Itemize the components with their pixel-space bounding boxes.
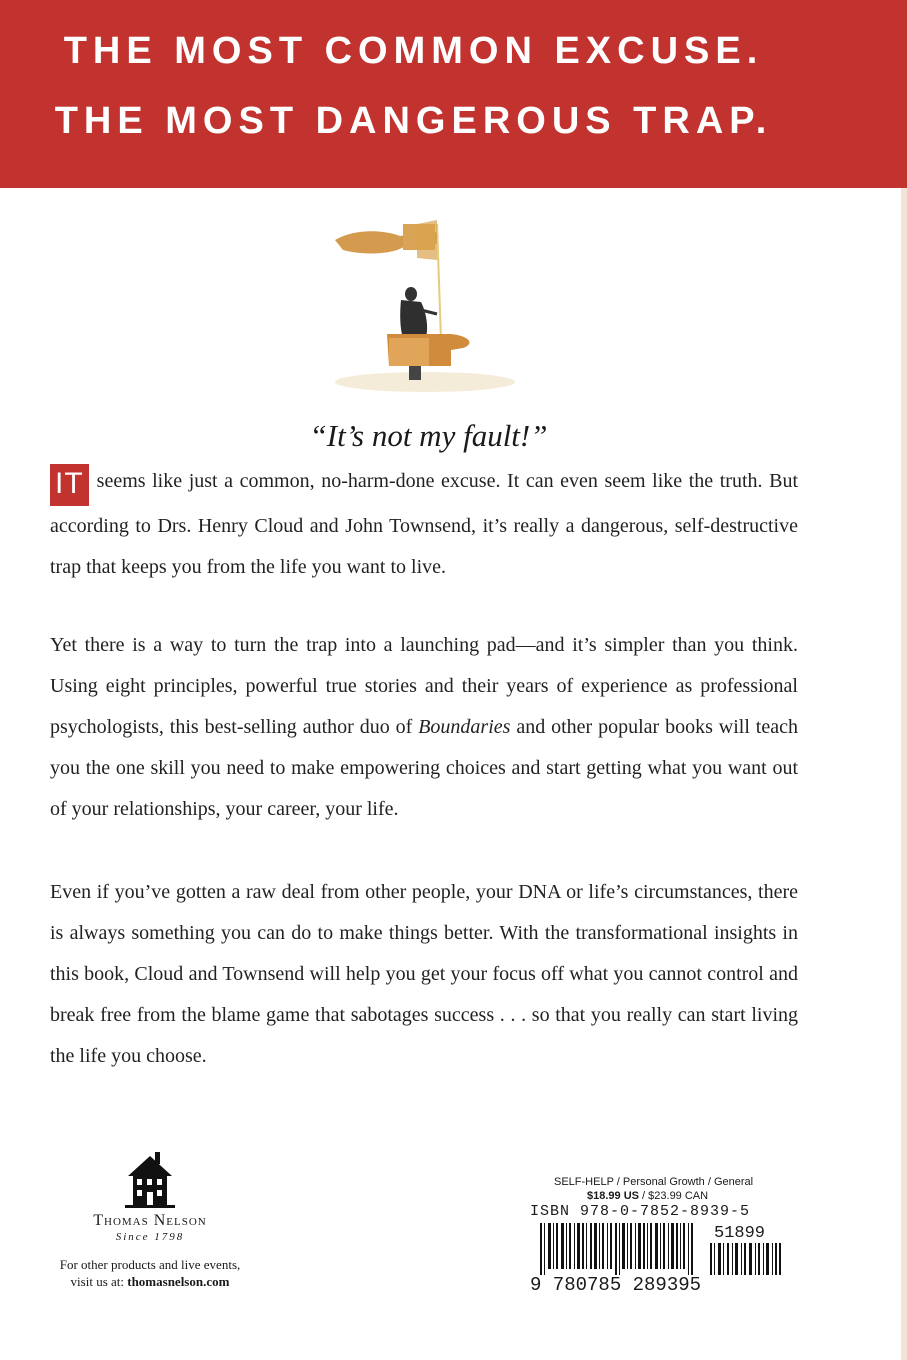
book-category: SELF-HELP / Personal Growth / General bbox=[554, 1176, 754, 1188]
title-banner bbox=[0, 0, 907, 188]
visit-line-1: For other products and live events, bbox=[59, 1257, 241, 1272]
book-title-boundaries: Boundaries bbox=[418, 716, 511, 738]
price-code: 51899 bbox=[714, 1224, 766, 1243]
pull-quote: “It’s not my fault!” bbox=[309, 418, 548, 453]
banner-line-2: THE MOST DANGEROUS TRAP. bbox=[54, 100, 773, 142]
price-can: $23.99 CAN bbox=[648, 1190, 709, 1202]
paragraph-1-text: seems like just a common, no-harm-done excuse. It can even seem like the truth. But according to Drs. Henry Cloud and John Townsend, it’s really a dangerous, self-destructive trap that keeps you from the life you want to live. bbox=[50, 470, 798, 578]
paragraph-1 bbox=[50, 461, 798, 588]
publisher-visit-note bbox=[30, 1256, 270, 1290]
house-icon bbox=[125, 1150, 175, 1208]
price-separator: / bbox=[638, 1190, 649, 1202]
isbn-text: ISBN 978-0-7852-8939-5 bbox=[530, 1203, 751, 1220]
paragraph-3: Even if you’ve gotten a raw deal from other people, your DNA or life’s circumstances, there is always something you can do to make things better. With the transformational insights in this book, Cloud and Townsend will help you get your focus off what you cannot control and break free from the blame game that sabotages success . . . so that you really can start living the life you choose. bbox=[50, 881, 798, 1067]
paragraph-2-text-before: Yet there is a way to turn the trap into a launching pad—and it’s simpler than you think. Using eight principles, powerful true stories and their years of experience as professional psychologists, this best-selling author duo of bbox=[50, 634, 798, 738]
visit-prefix: visit us at: bbox=[70, 1274, 128, 1289]
pointing-hand-illustration bbox=[325, 210, 525, 400]
publisher-url[interactable]: thomasnelson.com bbox=[127, 1274, 230, 1289]
paragraph-2 bbox=[50, 625, 798, 830]
visit-line-2 bbox=[30, 1273, 270, 1290]
publisher-since: Since 1798 bbox=[115, 1231, 185, 1243]
isbn-barcode bbox=[540, 1223, 700, 1275]
drop-cap: IT bbox=[50, 464, 89, 506]
book-price bbox=[587, 1190, 708, 1202]
price-barcode bbox=[710, 1243, 782, 1275]
price-us: $18.99 US bbox=[587, 1190, 639, 1202]
publisher-name: Thomas Nelson bbox=[93, 1212, 207, 1229]
page-edge bbox=[901, 188, 907, 1360]
paragraph-2-text-after: and other popular books will teach you the one skill you need to make empowering choices and start getting what you want out of your relationships, your career, your life. bbox=[50, 716, 798, 820]
publisher-logo bbox=[60, 1150, 240, 1243]
banner-line-1: THE MOST COMMON EXCUSE. bbox=[63, 30, 764, 72]
barcode-number: 9 780785 289395 bbox=[530, 1274, 702, 1296]
